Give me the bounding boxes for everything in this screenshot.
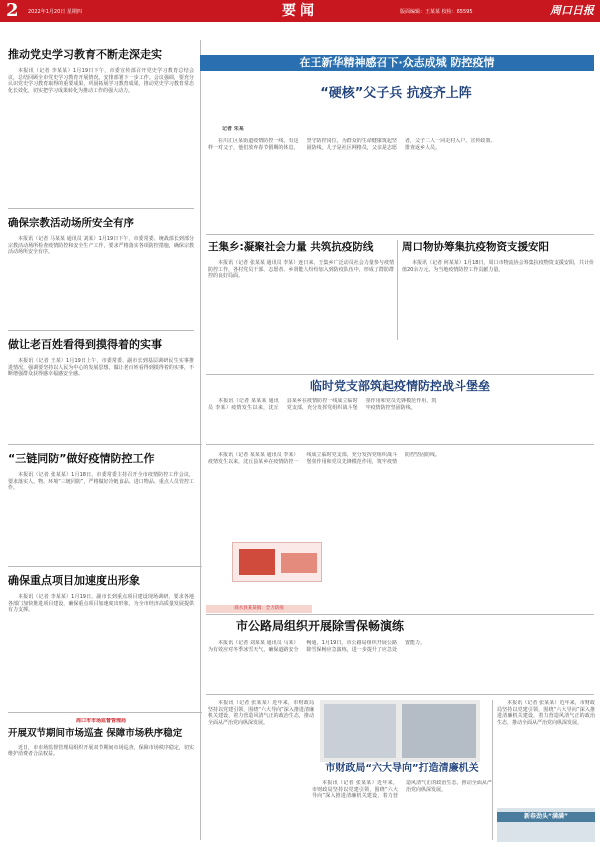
- article-10-continued: 本报讯（记者 某某某 通讯员 李某）疫情发生以来，沈丘县某乡在疫情防控一线成立临时党支部，充分发挥党组织战斗堡垒作用和党员先锋模范作用，筑牢疫情防控坚固防线。: [208, 452, 441, 465]
- column-divider: [397, 240, 398, 340]
- divider: [206, 234, 594, 235]
- article-5-title: 确保重点项目加速度出形象: [8, 574, 140, 587]
- note-banner: [206, 605, 312, 613]
- divider: [8, 566, 202, 567]
- article-12-right: 本报讯（记者 张某某）近年来，市财政局坚持以党建引领，围绕“六大导向”深入推进清廉机关建设，着力营造风清气正的政治生态，推动全面从严治党向纵深发展。: [497, 700, 595, 726]
- article-3-title: 做让老百姓看得到摸得着的实事: [8, 338, 162, 351]
- divider: [8, 330, 194, 331]
- article-5-body: 本报讯（记者 李某某）1月19日，副市长到重点项目建设现场调研，要求各地各部门加快推进项目建设，确保重点项目加速度出形象，为全市经济高质量发展提供有力支撑。: [8, 594, 194, 613]
- photo-caption: 新春劲头“满满”: [497, 812, 595, 822]
- page-number: 2: [6, 0, 19, 21]
- divider: [206, 374, 594, 375]
- newspaper-logo: 周口日报: [550, 4, 594, 17]
- article-11-body: 本报讯（记者 刘某某 通讯员 马某）为有效应对冬季冰雪天气，确保道路安全畅通，1月19日，市公路局组织开展公路除雪保畅应急演练，进一步提升了应急处置能力。: [208, 640, 426, 653]
- column-divider: [492, 700, 493, 840]
- divider: [8, 208, 194, 209]
- article-9-title: 周口物协筹集抗疫物资支援安阳: [402, 241, 549, 253]
- article-12-head: [312, 762, 492, 778]
- article-7-byline: [222, 126, 310, 136]
- article-10-body: 本报讯（记者 某某某 通讯员 李某）疫情发生以来，沈丘县某乡在疫情防控一线成立临时党支部，充分发挥党组织战斗堡垒作用和党员先锋模范作用，筑牢疫情防控坚固防线。: [208, 398, 437, 411]
- article-7-title: “硬核”父子兵 抗疫齐上阵: [320, 86, 472, 101]
- article-8-body: 本报讯（记者 张某某 通讯员 李某）连日来，王集乡广泛动员社会力量参与疫情防控工作，各村党员干部、志愿者、乡贤能人纷纷加入到防疫队伍中，形成了群防群控的良好局面。: [208, 260, 394, 279]
- article-8: [208, 240, 394, 340]
- article-8-title: 王集乡:凝聚社会力量 共筑抗疫防线: [208, 241, 374, 253]
- article-1: [8, 48, 194, 138]
- article-1-body: 本报讯（记者 李某某）1月19日下午，市委宣传部召开党史学习教育总结会议，总结回顾全市党史学习教育开展情况，安排部署下一步工作。会议强调，要充分认识党史学习教育取得的重要成果，巩固拓展学习教育成果，推动党史学习教育常态化长效化，切实把学习成果转化为推动工作的强大动力。: [8, 68, 194, 94]
- photo-block: [324, 704, 396, 758]
- article-5: [8, 574, 194, 704]
- divider: [206, 614, 594, 615]
- article-6-kicker: 周口市市场监督管理局: [75, 718, 126, 724]
- article-7-head: [296, 85, 496, 107]
- article-6-body: 近日，市市场监督管理局组织开展双节期间市场巡查，保障市场秩序稳定，切实维护消费者合法权益。: [8, 744, 194, 757]
- topic-banner: [200, 55, 594, 71]
- article-4: [8, 452, 194, 552]
- article-12-title: 市财政局“六大导向”打造清廉机关: [325, 763, 479, 774]
- editor-info: 版面编辑：王某某 校检：65595: [400, 9, 473, 15]
- article-4-title: “三链同防”做好疫情防控工作: [8, 452, 155, 465]
- article-4-body: 本报讯（记者 张某某）1月18日，市委常委主持召开全市疫情防控工作会议，要求落实人、物、环境“三链同防”，严格做好冷链食品、进口物品、重点人员管控工作。: [8, 472, 194, 491]
- article-6-title: 开展双节期间市场巡查 保障市场秩序稳定: [8, 727, 183, 739]
- article-7-body: 在川汇区某街道疫情防控一线，有这样一对父子，他们放弃春节假期的休息，坚守防控岗位，为群众的生命健康筑起坚固防线。儿子是社区网格员，父亲是志愿者，父子二人一同走村入户、宣传政策、排查返乡人员。: [208, 138, 496, 151]
- article-2: [8, 216, 194, 296]
- note-banner-text: 商水县某某镇：全力防疫: [234, 606, 284, 611]
- issue-date: 2022年1月20日 星期四: [28, 9, 82, 15]
- article-9-body: 本报讯（记者 何某某）1月18日，周口市物流协会筹集抗疫物资支援安阳，共计价值20余万元，为当地疫情防控工作贡献力量。: [402, 260, 594, 273]
- article-2-title: 确保宗教活动场所安全有序: [8, 217, 134, 229]
- article-12-left: 本报讯（记者 张某某）近年来，市财政局坚持以党建引领，围绕“六大导向”深入推进清廉机关建设，着力营造风清气正的政治生态，推动全面从严治党向纵深发展。: [208, 700, 314, 726]
- byline: 记者 朱某: [222, 126, 244, 132]
- photo-spring: [497, 808, 595, 842]
- article-3-body: 本报讯（记者 王某）1月19日上午，市委常委、副市长到基层调研民生实事推进情况，强调要坚持以人民为中心的发展思想，做让老百姓看得到摸得着的实事，不断增强群众获得感幸福感安全感。: [8, 358, 194, 377]
- section-title: 要闻: [282, 3, 318, 19]
- photo-block: [402, 704, 476, 758]
- article-9: [402, 240, 594, 340]
- column-divider: [200, 40, 201, 840]
- article-11-head: [206, 618, 594, 636]
- article-10-title: 临时党支部筑起疫情防控战斗堡垒: [309, 379, 490, 393]
- photo-epidemic: [232, 542, 322, 582]
- article-11-title: 市公路局组织开展除雪保畅演练: [236, 619, 405, 633]
- divider: [206, 694, 594, 695]
- photo-finance: [320, 700, 480, 762]
- article-3: [8, 338, 194, 428]
- article-10-head: [206, 378, 594, 396]
- divider: [206, 444, 594, 445]
- photo-block: [281, 553, 317, 573]
- divider: [8, 444, 202, 445]
- article-2-body: 本报讯（记者 马某某 通讯员 刘某）1月19日下午，市委常委、统战部长到部分宗教活动场所检查疫情防控和安全生产工作，要求严格落实各项防控措施，确保宗教活动场所安全有序。: [8, 236, 194, 255]
- divider: [8, 712, 202, 713]
- article-6: [8, 718, 194, 842]
- photo-block: [239, 549, 275, 575]
- article-1-title: 推动党史学习教育不断走深走实: [8, 48, 162, 61]
- masthead: [0, 0, 600, 22]
- article-12-body: 本报讯（记者 张某某）近年来，市财政局坚持以党建引领，围绕“六大导向”深入推进清廉机关建设，着力营造风清气正的政治生态，推动全面从严治党向纵深发展。: [312, 780, 492, 799]
- topic-banner-text: 在王新华精神感召下·众志成城 防控疫情: [299, 56, 495, 69]
